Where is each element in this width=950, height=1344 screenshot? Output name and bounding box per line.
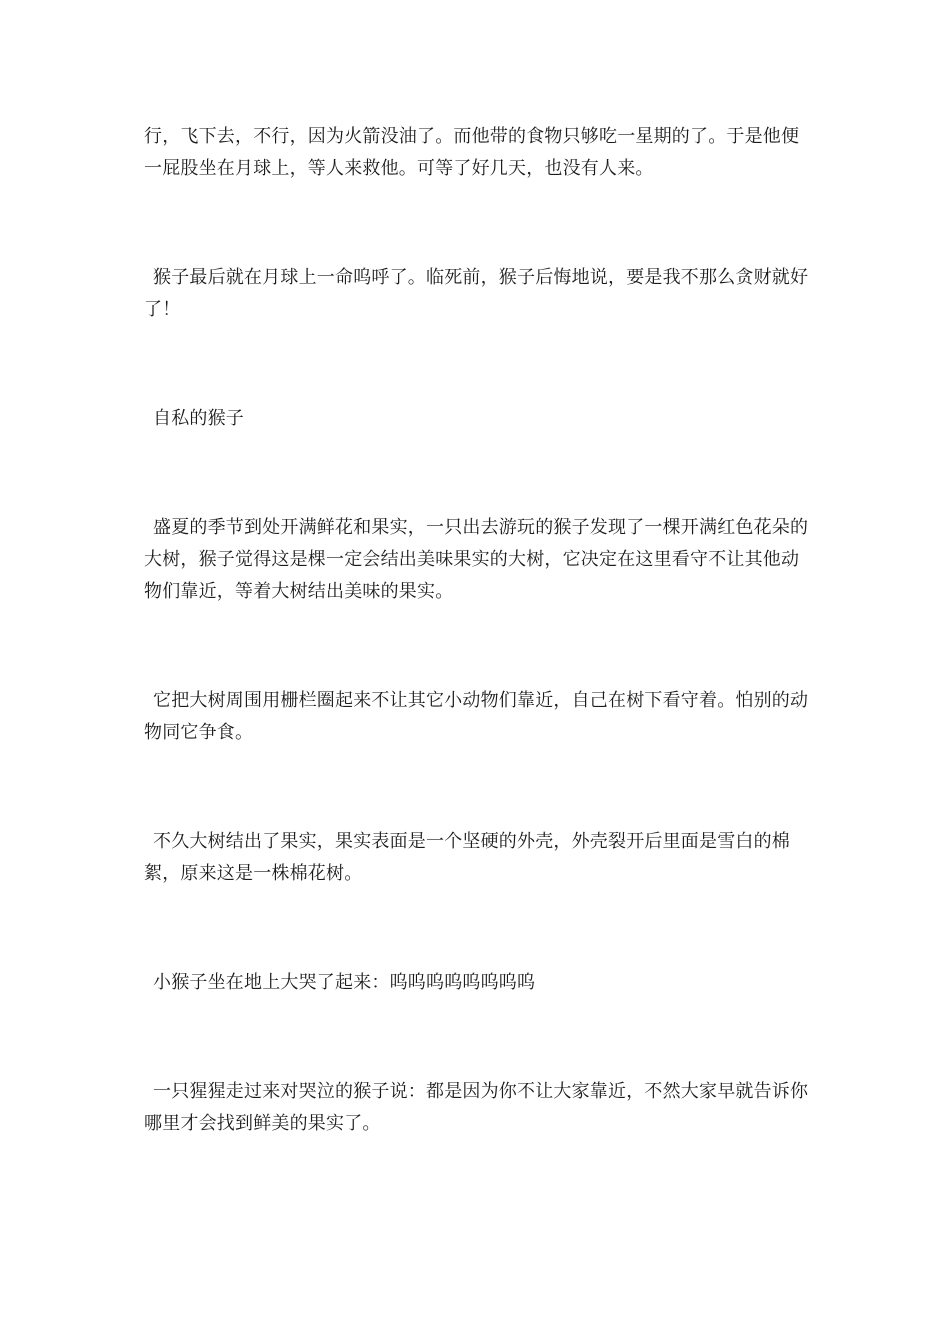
paragraph-4: 它把大树周围用栅栏圈起来不让其它小动物们靠近，自己在树下看守着。怕别的动物同它争食。 bbox=[144, 690, 809, 743]
paragraph-2: 猴子最后就在月球上一命呜呼了。临死前，猴子后悔地说，要是我不那么贪财就好了！ bbox=[144, 267, 809, 320]
section-title: 自私的猴子 bbox=[153, 408, 244, 429]
paragraph-7: 一只猩猩走过来对哭泣的猴子说：都是因为你不让大家靠近，不然大家早就告诉你哪里才会找到鲜美的果实了。 bbox=[144, 1081, 809, 1134]
paragraph-3: 盛夏的季节到处开满鲜花和果实，一只出去游玩的猴子发现了一棵开满红色花朵的大树，猴子觉得这是棵一定会结出美味果实的大树，它决定在这里看守不让其他动物们靠近，等着大树结出美味的果实。 bbox=[144, 517, 809, 602]
paragraph-1: 行，飞下去，不行，因为火箭没油了。而他带的食物只够吃一星期的了。于是他便一屁股坐在月球上，等人来救他。可等了好几天，也没有人来。 bbox=[144, 126, 800, 179]
paragraph-6: 小猴子坐在地上大哭了起来：呜呜呜呜呜呜呜呜 bbox=[153, 972, 536, 993]
paragraph-5: 不久大树结出了果实，果实表面是一个坚硬的外壳，外壳裂开后里面是雪白的棉絮，原来这是一株棉花树。 bbox=[144, 831, 790, 884]
document-body bbox=[144, 121, 810, 1140]
